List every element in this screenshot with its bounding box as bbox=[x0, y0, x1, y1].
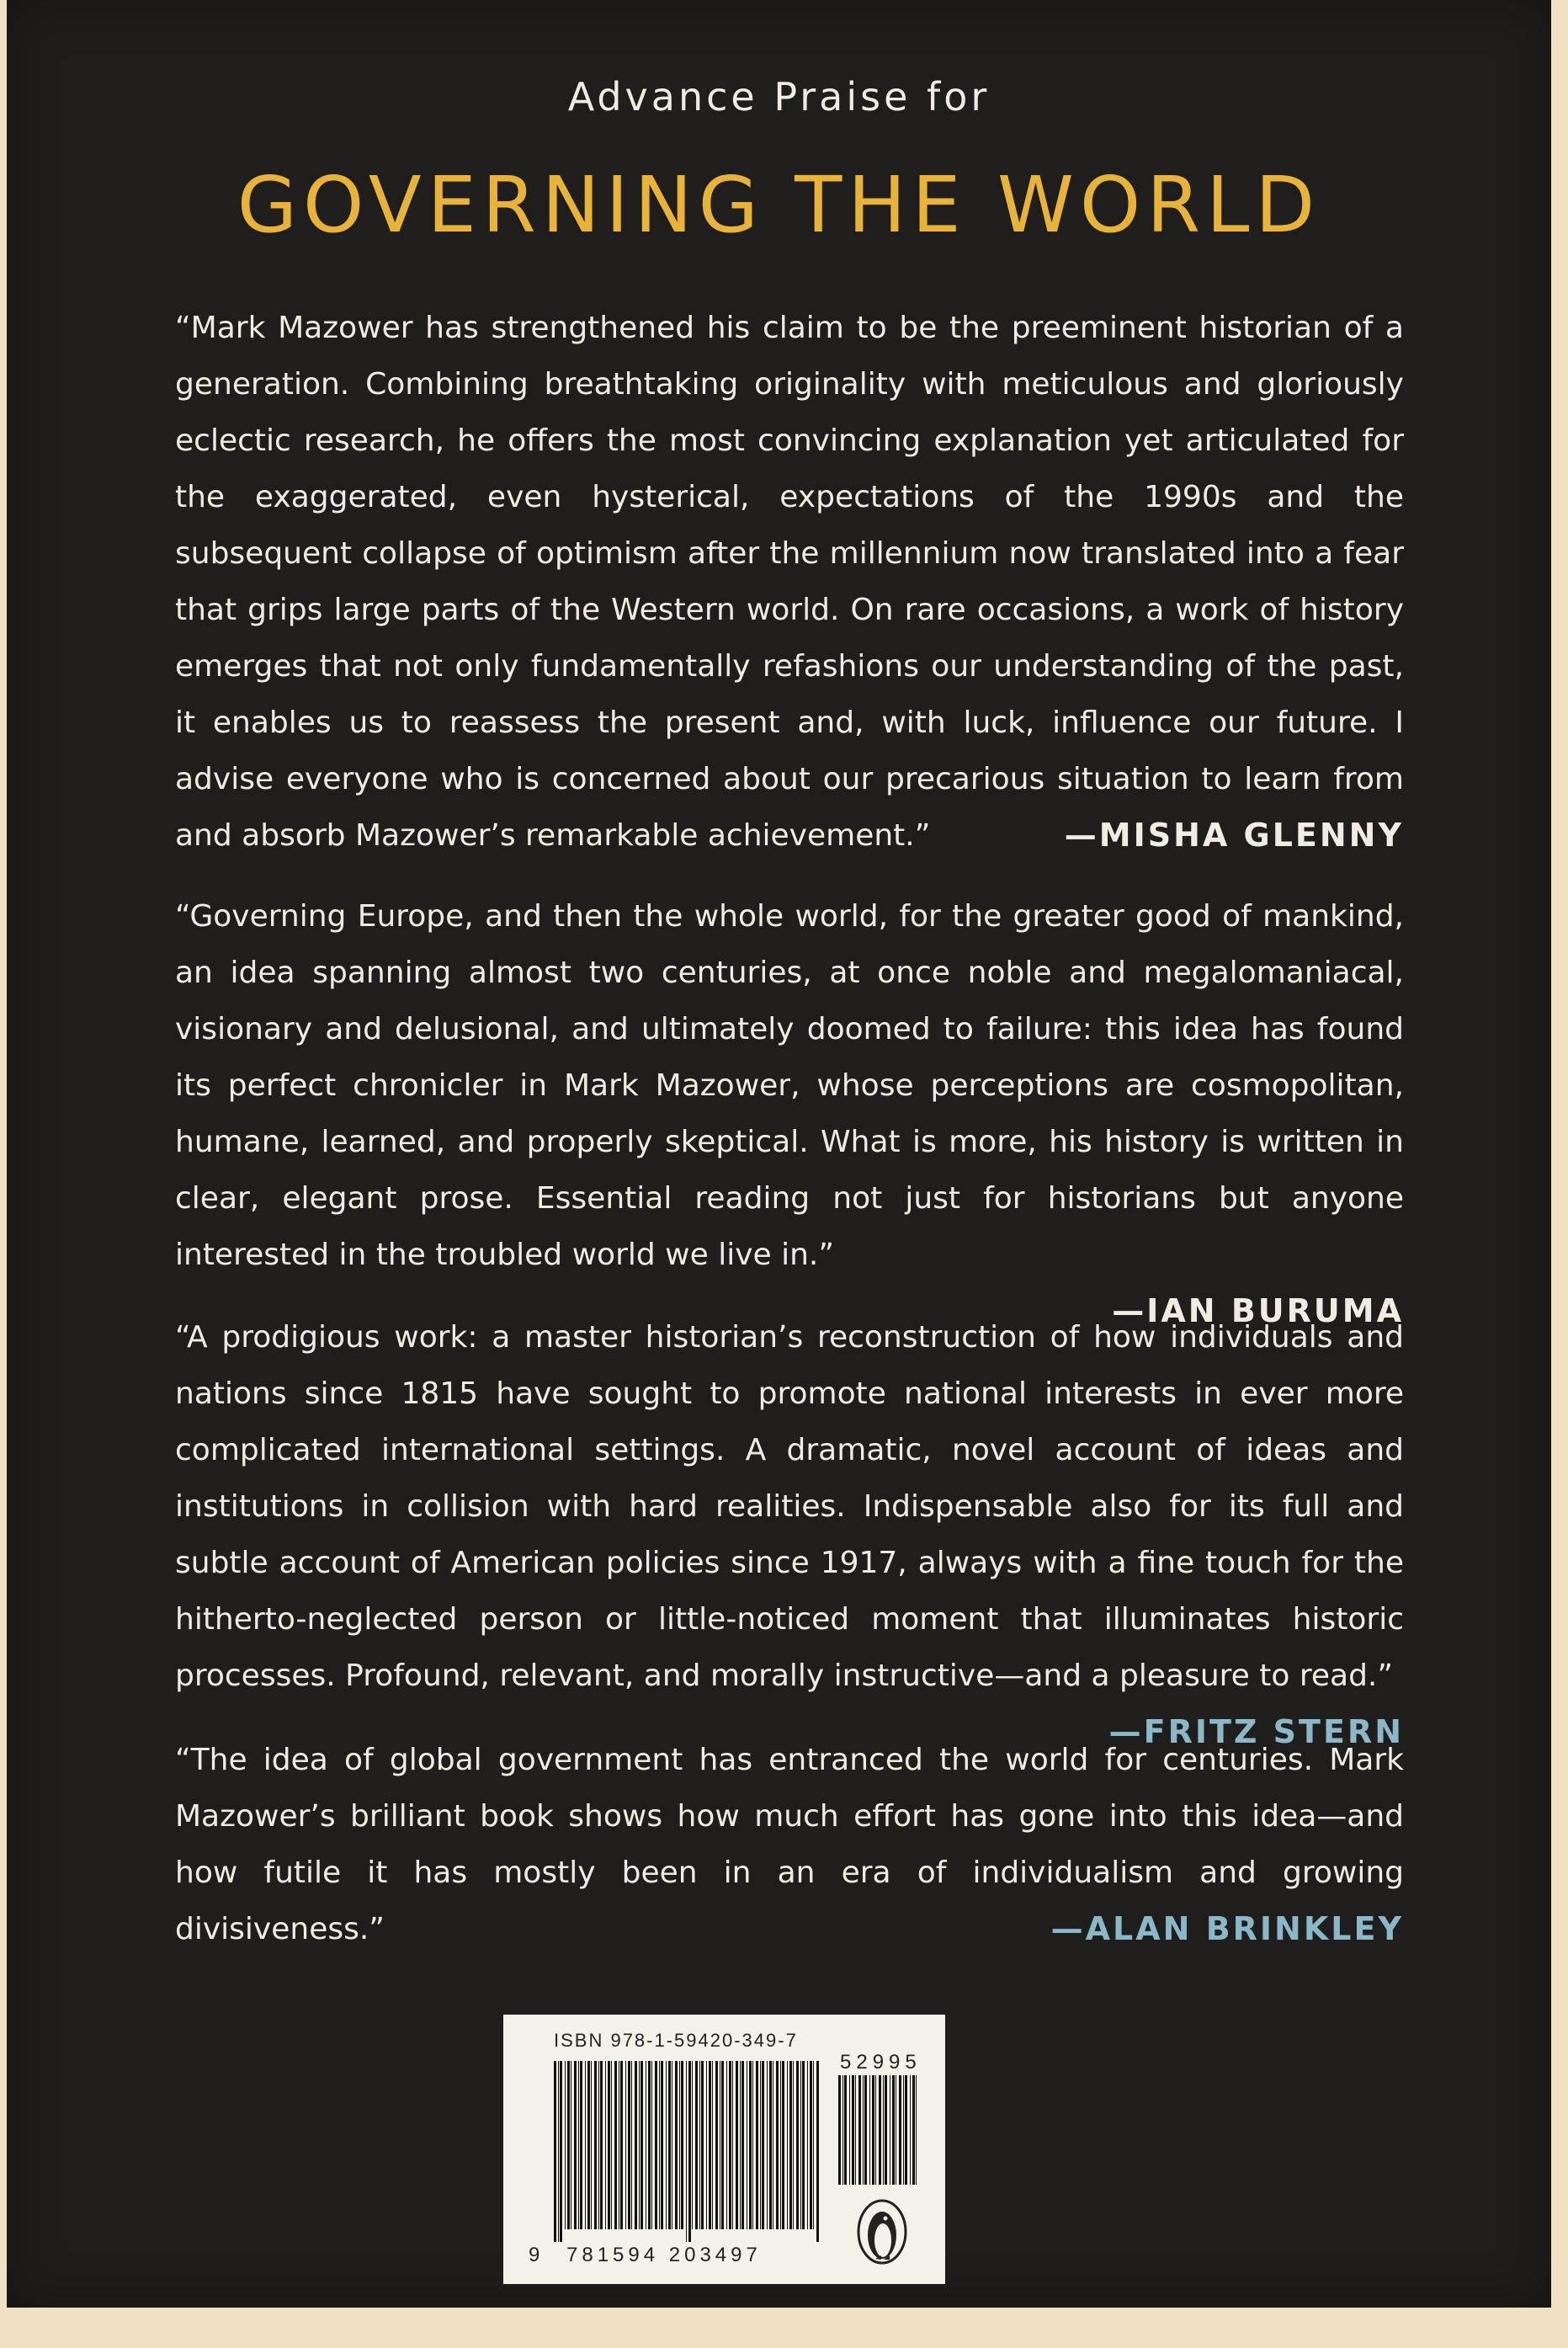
blurb-glenny bbox=[175, 300, 1404, 864]
blurb-text: “Governing Europe, and then the whole world, for the greater good of mankind, an idea spanning almost two centuries, at once noble and megalomaniacal, visionary and delusional, and ultimately doomed to failure: this idea has found its perfect chronicler in Mark Mazower, whose perceptions are cosmopolitan, humane, learned, and properly skeptical. What is more, his history is written in clear, elegant prose. Essential reading not just for historians but anyone interested in the troubled world we live in.” bbox=[175, 899, 1404, 1272]
price-addon-digits: 52995 bbox=[840, 2051, 922, 2074]
blurb-attribution: —MISHA GLENNY bbox=[1039, 807, 1404, 864]
blurb-attribution: —IAN BURUMA bbox=[1087, 1283, 1404, 1339]
advance-praise-heading: Advance Praise for bbox=[567, 74, 991, 120]
penguin-logo-icon bbox=[855, 2198, 909, 2265]
blurb-text: “The idea of global government has entranced the world for centuries. Mark Mazower’s brilliant book shows how much effort has gone into this idea—and how futile it has mostly been in an era of individualism and growing divisiveness.” bbox=[175, 1743, 1404, 1946]
blurb-text: “Mark Mazower has strengthened his claim to be the preeminent historian of a generation. Combining breathtaking originality with meticulous and gloriously eclectic research, he offers the most convincing explanation yet articulated for the exaggerated, even hysterical, expectations of the 1990s and the subsequent collapse of optimism after the millennium now translated into a fear that grips large parts of the Western world. On rare occasions, a work of history emerges that not only fundamentally refashions our understanding of the past, it enables us to reassess the present and, with luck, influence our future. I advise everyone who is concerned about our precarious situation to learn from and absorb Mazower’s remarkable achievement.” bbox=[175, 311, 1404, 853]
barcode-lead-digit: 9 bbox=[529, 2244, 540, 2266]
blurb-stern bbox=[175, 1309, 1404, 1760]
blurb-brinkley bbox=[175, 1732, 1404, 1957]
blurb-attribution: —ALAN BRINKLEY bbox=[1026, 1901, 1404, 1957]
barcode-digits: 781594 203497 bbox=[566, 2244, 762, 2266]
blurb-text: “A prodigious work: a master historian’s reconstruction of how individuals and nations since 1815 have sought to promote national interests in ever more complicated international settings. A dramatic, novel account of ideas and institutions in collision with hard realities. Indispensable also for its full and subtle account of American policies since 1917, always with a fine touch for the hitherto-neglected person or little-noticed moment that illuminates historic processes. Profound, relevant, and morally instructive—and a pleasure to read.” bbox=[175, 1320, 1404, 1693]
addon-barcode-bars bbox=[838, 2075, 922, 2185]
blurb-attribution: —FRITZ STERN bbox=[1084, 1704, 1404, 1760]
book-title: GOVERNING THE WORLD bbox=[237, 160, 1321, 250]
isbn-label: ISBN 978-1-59420-349-7 bbox=[554, 2030, 798, 2051]
isbn-barcode bbox=[503, 2015, 945, 2284]
back-cover bbox=[7, 0, 1551, 2308]
blurb-buruma bbox=[175, 888, 1404, 1339]
barcode-bars bbox=[554, 2061, 823, 2242]
